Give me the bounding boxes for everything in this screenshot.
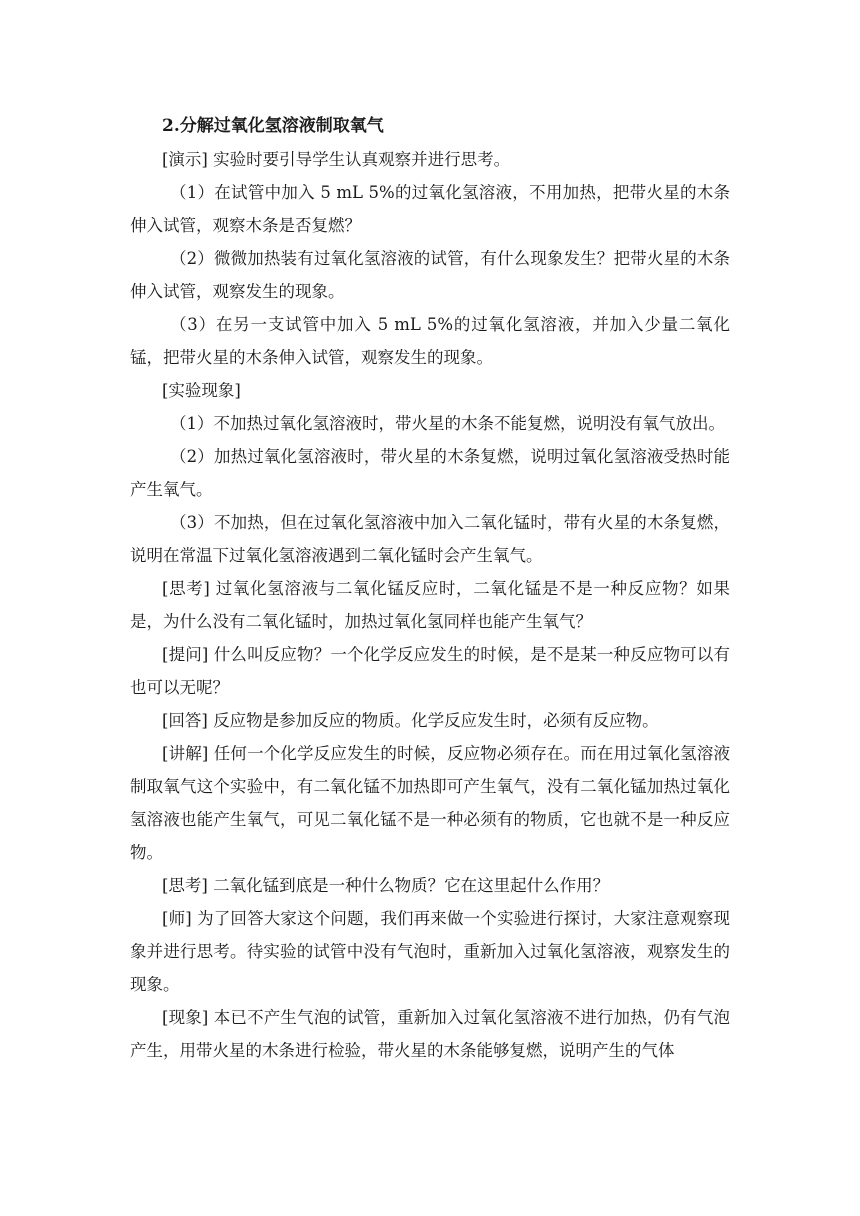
think-paragraph-2: [思考] 二氧化锰到底是一种什么物质？它在这里起什么作用？: [162, 876, 610, 895]
think-paragraph: [思考] 过氧化氢溶液与二氧化锰反应时，二氧化锰是不是一种反应物？如果是，为什么没有二氧化锰时，加热过氧化氢同样也能产生氧气？: [130, 579, 730, 631]
explanation-paragraph: [讲解] 任何一个化学反应发生的时候，反应物必须存在。而在用过氧化氢溶液制取氧气这个实验中，有二氧化锰不加热即可产生氧气，没有二氧化锰加热过氧化氢溶液也能产生氧气，可见二氧化锰不是一种必须有的物质，它也就不是一种反应物。: [130, 744, 730, 862]
phenomenon-2: （2）加热过氧化氢溶液时，带火星的木条复燃，说明过氧化氢溶液受热时能产生氧气。: [130, 447, 730, 499]
phenomena-heading: [实验现象]: [162, 381, 241, 400]
demo-step-1: （1）在试管中加入 5 mL 5%的过氧化氢溶液，不用加热，把带火星的木条伸入试管，观察木条是否复燃？: [130, 183, 730, 235]
demo-paragraph: [演示] 实验时要引导学生认真观察并进行思考。: [162, 150, 511, 169]
answer-paragraph: [回答] 反应物是参加反应的物质。化学反应发生时，必须有反应物。: [162, 711, 659, 730]
document-body: [130, 110, 730, 1067]
phenomenon-1: （1）不加热过氧化氢溶液时，带火星的木条不能复燃，说明没有氧气放出。: [170, 414, 725, 433]
teacher-paragraph: [师] 为了回答大家这个问题，我们再来做一个实验进行探讨，大家注意观察现象并进行思考。待实验的试管中没有气泡时，重新加入过氧化氢溶液，观察发生的现象。: [130, 909, 730, 994]
section-title: 2.分解过氧化氢溶液制取氧气: [162, 116, 384, 136]
question-paragraph: [提问] 什么叫反应物？一个化学反应发生的时候，是不是某一种反应物可以有也可以无呢？: [130, 645, 730, 697]
demo-step-3: （3）在另一支试管中加入 5 mL 5%的过氧化氢溶液，并加入少量二氧化锰，把带火星的木条伸入试管，观察发生的现象。: [130, 315, 730, 367]
phenomenon-paragraph: [现象] 本已不产生气泡的试管，重新加入过氧化氢溶液不进行加热，仍有气泡产生，用带火星的木条进行检验，带火星的木条能够复燃，说明产生的气体: [130, 1008, 730, 1060]
demo-step-2: （2）微微加热装有过氧化氢溶液的试管，有什么现象发生？把带火星的木条伸入试管，观察发生的现象。: [130, 249, 730, 301]
phenomenon-3: （3）不加热，但在过氧化氢溶液中加入二氧化锰时，带有火星的木条复燃，说明在常温下过氧化氢溶液遇到二氧化锰时会产生氧气。: [130, 513, 730, 565]
